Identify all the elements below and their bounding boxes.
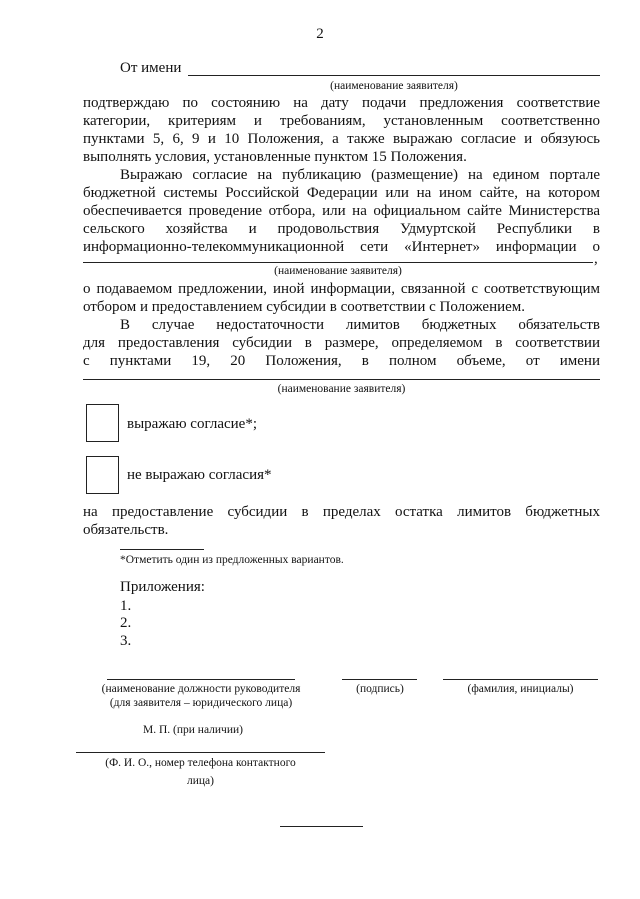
intro-line-1: подтверждаю по состоянию на дату подачи предложения соответствие (83, 95, 600, 111)
footnote-text: *Отметить один из предложенных вариантов. (120, 554, 344, 566)
page-number: 2 (316, 26, 324, 42)
attachment-item-2: 2. (120, 615, 132, 631)
limits-line-3: с пунктами 19, 20 Положения, в полном объеме, от имени (83, 353, 600, 369)
position-caption-1: (наименование должности руководителя (101, 683, 301, 695)
publication-applicant-line[interactable] (83, 262, 593, 263)
publication-line-4: сельского хозяйства и продовольствия Удмуртской Республики в (83, 221, 600, 237)
disagree-checkbox[interactable] (86, 456, 119, 494)
attachment-item-3: 3. (120, 633, 132, 649)
limits-line-1: В случае недостаточности лимитов бюджетных обязательств (120, 317, 600, 333)
publication-line-3: обеспечивается проведение отбора, или на официальном сайте Министерства (83, 203, 600, 219)
intro-line-3: пунктами 5, 6, 9 и 10 Положения, а также выражаю согласие и обязуюсь (83, 131, 600, 147)
publication-applicant-caption: (наименование заявителя) (274, 265, 402, 277)
signature-line[interactable] (342, 679, 417, 680)
from-name-label: От имени (120, 60, 182, 76)
footnote-separator (120, 549, 204, 550)
full-name-caption: (фамилия, инициалы) (467, 683, 574, 695)
attachment-item-1: 1. (120, 598, 132, 614)
contact-line[interactable] (76, 752, 325, 753)
limits-line-2: для предоставления субсидии в размере, определяемом в соответствии (83, 335, 600, 351)
contact-caption-1: (Ф. И. О., номер телефона контактного (105, 757, 296, 769)
contact-caption-2: лица) (187, 775, 214, 787)
stamp-label: М. П. (при наличии) (143, 724, 243, 736)
agree-checkbox[interactable] (86, 404, 119, 442)
position-caption-2: (для заявителя – юридического лица) (109, 697, 293, 709)
position-line[interactable] (107, 679, 295, 680)
publication-line-2: бюджетной системы Российской Федерации или на ином сайте, на котором (83, 185, 600, 201)
full-name-line[interactable] (443, 679, 598, 680)
intro-line-4: выполнять условия, установленные пунктом 15 Положения. (83, 149, 467, 165)
agree-label: выражаю согласие*; (127, 416, 257, 432)
applicant-name-line[interactable] (188, 75, 600, 76)
after-options-line-2: обязательств. (83, 522, 169, 538)
publication-comma: , (594, 251, 598, 267)
applicant-name-caption: (наименование заявителя) (330, 80, 458, 92)
end-separator (280, 826, 363, 827)
signature-caption: (подпись) (356, 683, 404, 695)
limits-applicant-line[interactable] (83, 379, 600, 380)
publication-line-1: Выражаю согласие на публикацию (размещение) на едином портале (120, 167, 600, 183)
limits-applicant-caption: (наименование заявителя) (277, 383, 406, 395)
publication-after-line-2: отбором и предоставлением субсидии в соответствии с Положением. (83, 299, 526, 315)
intro-line-2: категории, критериям и требованиям, установленным соответственно (83, 113, 600, 129)
disagree-label: не выражаю согласия* (127, 467, 272, 483)
publication-after-line-1: о подаваемом предложении, иной информации, связанной с соответствующим (83, 281, 600, 297)
after-options-line-1: на предоставление субсидии в пределах остатка лимитов бюджетных (83, 504, 600, 520)
publication-line-5: информационно-телекоммуникационной сети «Интернет» информации о (83, 239, 600, 255)
attachments-title: Приложения: (120, 579, 205, 595)
